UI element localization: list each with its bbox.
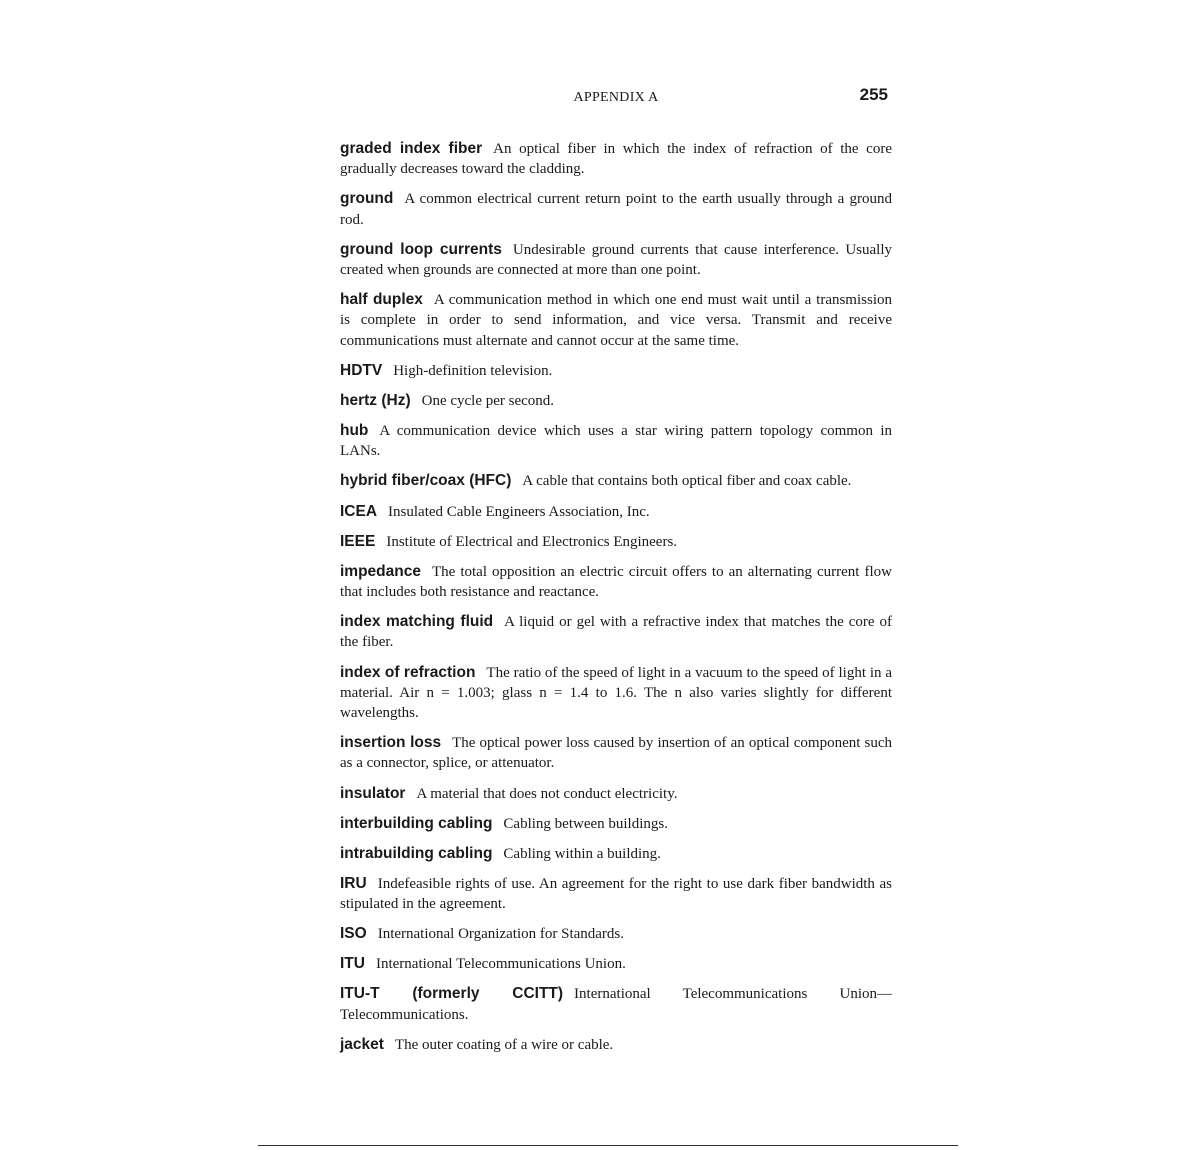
book-page: [340, 82, 892, 1065]
glossary-term: insulator: [340, 784, 406, 802]
glossary-definition: The total opposition an electric circuit offers to an alternating current flow that includes both resistance and reactance.: [340, 563, 892, 601]
glossary-entry: [340, 532, 892, 552]
glossary-entries: [340, 139, 892, 1055]
glossary-entry: [340, 874, 892, 915]
glossary-term: hybrid fiber/coax (HFC): [340, 472, 512, 490]
glossary-definition: International Telecommunications Union.: [375, 956, 626, 973]
glossary-definition: High-definition television.: [393, 362, 553, 379]
glossary-definition: Institute of Electrical and Electronics Engineers.: [386, 533, 678, 550]
glossary-definition: A liquid or gel with a refractive index that matches the core of the fiber.: [340, 614, 893, 651]
glossary-term: ICEA: [340, 502, 378, 520]
glossary-entry: [340, 562, 892, 603]
glossary-term: hertz (Hz): [340, 391, 411, 409]
glossary-term: interbuilding cabling: [340, 814, 493, 832]
glossary-term: IEEE: [340, 532, 376, 550]
glossary-term: index matching fluid: [340, 613, 494, 631]
glossary-definition: The outer coating of a wire or cable.: [394, 1036, 614, 1053]
glossary-term: ground: [340, 190, 394, 208]
glossary-entry: [340, 1035, 892, 1055]
glossary-term: insertion loss: [340, 734, 442, 752]
glossary-entry: [340, 361, 892, 381]
glossary-entry: [340, 391, 892, 411]
glossary-term: half duplex: [340, 291, 423, 309]
glossary-term: IRU: [340, 874, 367, 892]
glossary-entry: [340, 844, 892, 864]
glossary-term: impedance: [340, 562, 421, 580]
glossary-definition: A communication method in which one end must wait until a transmission is complete in order to send information, and vice versa. Transmit and receive communications must alternate and cannot occur at the same time.: [340, 292, 892, 349]
glossary-definition: One cycle per second.: [421, 392, 555, 409]
glossary-definition: Cabling within a building.: [503, 845, 661, 862]
glossary-entry: [340, 924, 892, 944]
glossary-definition: A communication device which uses a star wiring pattern topology common in LANs.: [340, 423, 892, 460]
glossary-term: ISO: [340, 925, 367, 943]
glossary-term: ITU-T (formerly CCITT): [340, 985, 564, 1003]
running-head: [340, 82, 892, 112]
glossary-term: jacket: [340, 1035, 384, 1053]
glossary-term: HDTV: [340, 361, 383, 379]
glossary-term: intrabuilding cabling: [340, 844, 493, 862]
glossary-term: ground loop currents: [340, 240, 502, 258]
glossary-entry: [340, 471, 892, 491]
glossary-entry: [340, 290, 892, 351]
glossary-definition: Cabling between buildings.: [503, 815, 668, 832]
glossary-entry: [340, 612, 892, 653]
glossary-definition: Insulated Cable Engineers Association, Inc.: [388, 503, 650, 520]
bottom-rule: [258, 1145, 958, 1146]
glossary-definition: International Telecommunications Union—Telecommunications.: [340, 986, 893, 1023]
glossary-definition: An optical fiber in which the index of refraction of the core gradually decreases toward the cladding.: [340, 141, 892, 178]
glossary-definition: The optical power loss caused by insertion of an optical component such as a connector, splice, or attenuator.: [340, 735, 892, 772]
glossary-entry: [340, 189, 892, 230]
glossary-definition: The ratio of the speed of light in a vacuum to the speed of light in a material. Air n = 1.003; glass n = 1.4 to 1.6. The n also varies slightly for different wavelengths.: [340, 664, 893, 722]
glossary-entry: [340, 421, 892, 462]
glossary-entry: [340, 502, 892, 522]
glossary-term: graded index fiber: [340, 140, 483, 157]
running-title: APPENDIX A: [573, 90, 659, 105]
glossary-definition: International Organization for Standards.: [377, 926, 625, 943]
glossary-definition: A common electrical current return point to the earth usually through a ground rod.: [340, 191, 892, 228]
glossary-term: index of refraction: [340, 663, 476, 681]
glossary-term: ITU: [340, 955, 365, 973]
glossary-entry: [340, 984, 892, 1025]
glossary-definition: Indefeasible rights of use. An agreement for the right to use dark fiber bandwidth as stipulated in the agreement.: [340, 875, 892, 913]
glossary-entry: [340, 954, 892, 974]
glossary-entry: [340, 663, 892, 724]
glossary-definition: A cable that contains both optical fiber and coax cable.: [522, 473, 852, 490]
glossary-entry: [340, 139, 892, 180]
glossary-definition: Undesirable ground currents that cause interference. Usually created when grounds are connected at more than one point.: [340, 241, 892, 279]
glossary-term: hub: [340, 422, 369, 440]
glossary-entry: [340, 814, 892, 834]
glossary-entry: [340, 733, 892, 774]
glossary-entry: [340, 784, 892, 804]
page-number: 255: [859, 85, 888, 104]
glossary-definition: A material that does not conduct electricity.: [416, 785, 678, 802]
glossary-entry: [340, 240, 892, 281]
